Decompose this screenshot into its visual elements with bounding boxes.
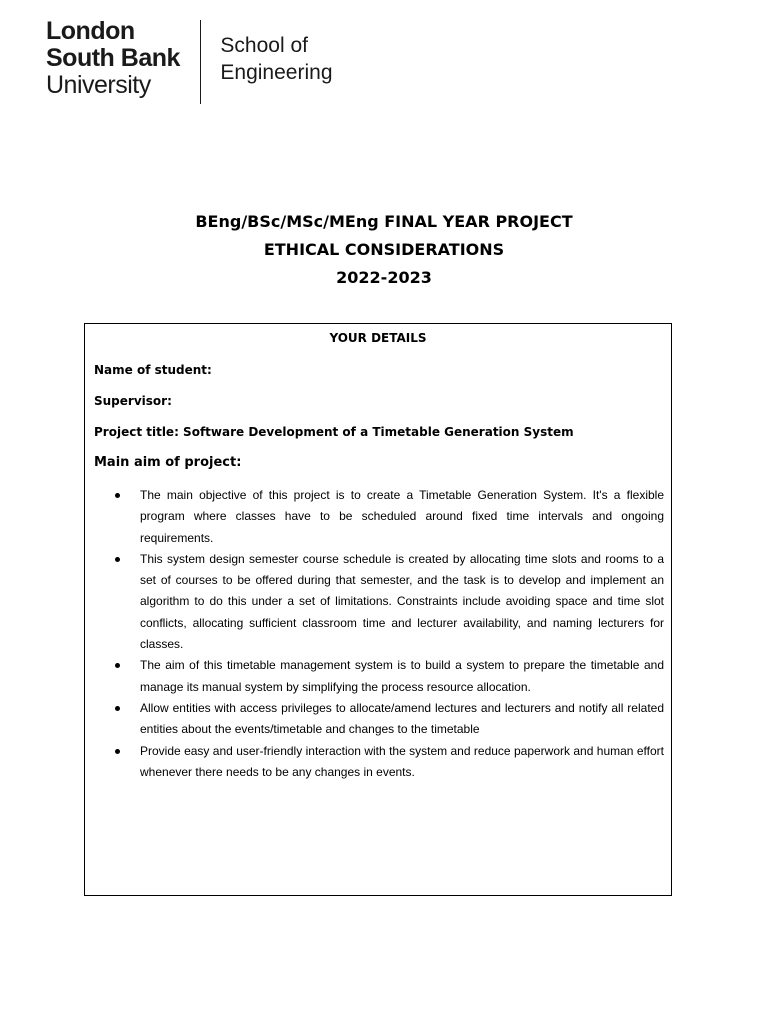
list-item — [110, 655, 664, 698]
bullet-text: The main objective of this project is to create a Timetable Generation System. It's a flexible program where classes have to be scheduled around fixed time intervals and ongoing requirements. — [140, 488, 664, 545]
project-title: Project title: Software Development of a Timetable Generation System — [94, 425, 574, 439]
school-name — [220, 18, 332, 104]
bullet-text: This system design semester course schedule is created by allocating time slots and rooms to a set of courses to be offered during that semester, and the task is to develop and implement an algorithm to do this under a set of limitations. Constraints include avoiding space and time slot conflicts, allocating sufficient classroom time and lecturer availability, and naming lecturers for classes. — [140, 551, 664, 652]
list-item — [110, 741, 664, 784]
logo-line-1: London — [46, 17, 135, 45]
details-title: YOUR DETAILS — [329, 331, 427, 345]
list-item — [110, 549, 664, 655]
bullet-text: Provide easy and user-friendly interaction with the system and reduce paperwork and human effort whenever there needs to be any changes in events. — [140, 743, 664, 779]
list-item — [110, 698, 664, 741]
school-line-1: School of — [220, 34, 308, 57]
logo-line-2: South Bank — [46, 44, 180, 72]
school-line-2: Engineering — [220, 61, 333, 84]
bullet-text: Allow entities with access privileges to allocate/amend lectures and lecturers and notify all related entities about the events/timetable and changes to the timetable — [140, 700, 664, 737]
supervisor-label: Supervisor: — [94, 394, 172, 408]
aim-bullet-list — [110, 485, 664, 783]
details-box — [84, 323, 672, 896]
student-name-label: Name of student: — [94, 363, 212, 377]
logo-line-3: University — [46, 71, 151, 99]
bullet-icon — [115, 493, 120, 498]
bullet-text: The aim of this timetable management system is to build a system to prepare the timetable and manage its manual system by simplifying the process resource allocation. — [140, 658, 664, 694]
document-heading — [0, 208, 768, 292]
heading-year: 2022-2023 — [336, 268, 432, 287]
bullet-icon — [115, 557, 120, 562]
heading-title: ETHICAL CONSIDERATIONS — [263, 240, 505, 259]
main-aim-label: Main aim of project: — [94, 455, 242, 470]
university-logo — [46, 18, 333, 104]
bullet-icon — [115, 663, 120, 668]
heading-programme: BEng/BSc/MSc/MEng FINAL YEAR PROJECT — [195, 212, 573, 231]
bullet-icon — [115, 749, 120, 754]
bullet-icon — [115, 706, 120, 711]
logo-divider — [200, 20, 202, 104]
university-name — [46, 18, 180, 104]
list-item — [110, 485, 664, 549]
